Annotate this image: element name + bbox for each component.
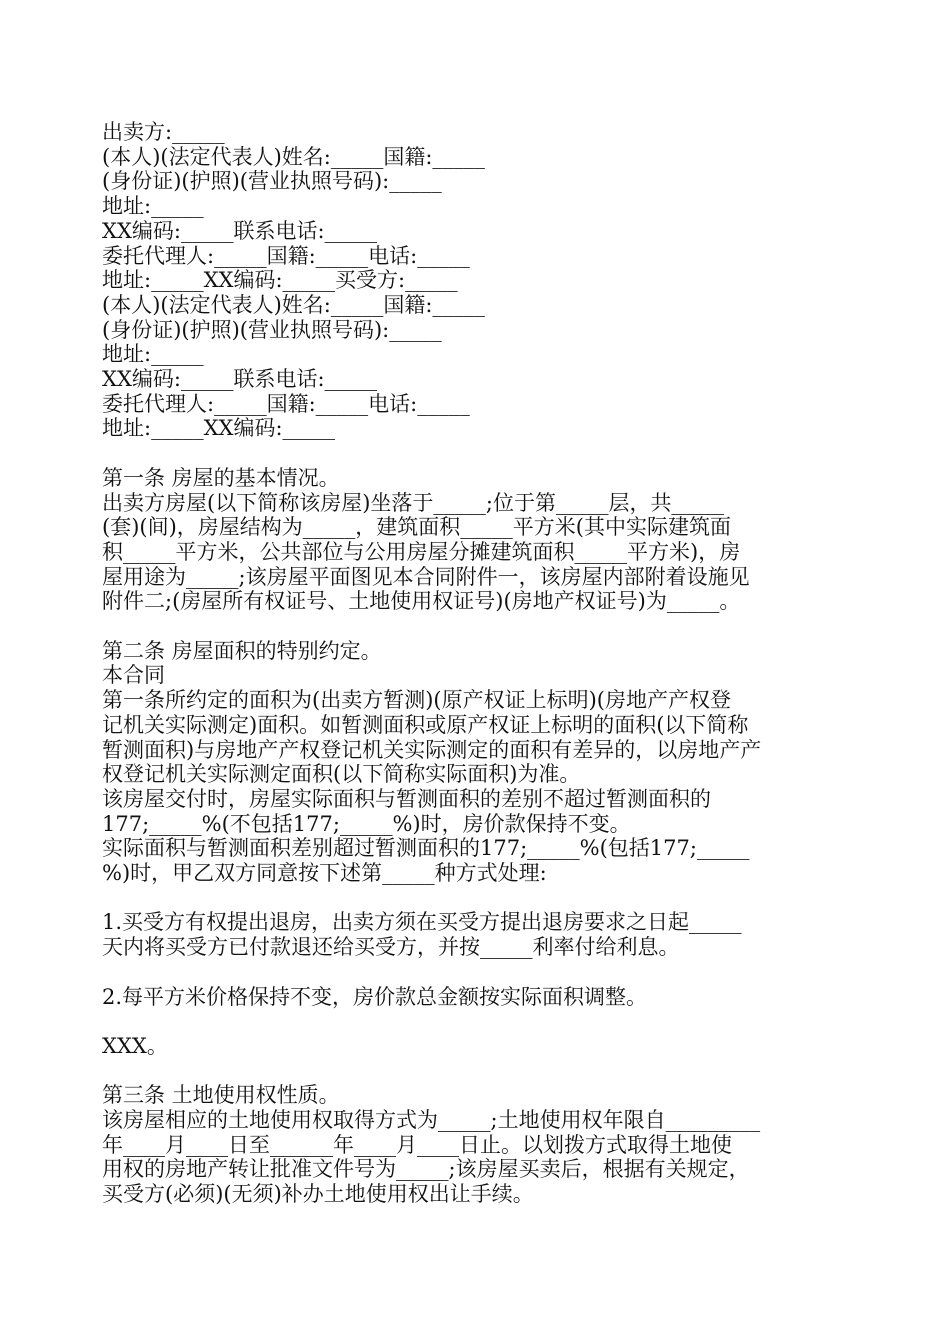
- article-2-option-1-line: 天内将买受方已付款退还给买受方，并按_____利率付给利息。: [102, 935, 680, 960]
- spacer: [102, 1059, 854, 1084]
- article-3-line: 买受方(必须)(无须)补办土地使用权出让手续。: [102, 1182, 534, 1207]
- seller-address-line: 地址:_____: [102, 194, 204, 219]
- spacer: [102, 1009, 854, 1034]
- article-3-line: 年____月____日至______年____月____日止。以划拨方式取得土地使: [102, 1132, 732, 1157]
- seller-label-line: 出卖方:_____: [102, 120, 225, 144]
- article-2-line: %)时，甲乙双方同意按下述第_____种方式处理:: [102, 861, 547, 886]
- buyer-id-line: (身份证)(护照)(营业执照号码):_____: [102, 317, 442, 342]
- seller-id-line: (身份证)(护照)(营业执照号码):_____: [102, 169, 442, 194]
- seller-agent-address-buyer-line: 地址:_____XX编码:_____买受方:_____: [102, 268, 458, 293]
- seller-agent-line: 委托代理人:_____国籍:_____电话:_____: [102, 243, 470, 268]
- article-2-line: 177;_____%(不包括177;_____%)时，房价款保持不变。: [102, 811, 631, 836]
- parties-section: [102, 120, 854, 441]
- article-2-line: 权登记机关实际测定面积(以下简称实际面积)为准。: [102, 762, 581, 787]
- article-2-line: 第一条所约定的面积为(出卖方暂测)(原产权证上标明)(房地产产权登: [102, 688, 731, 713]
- contract-page: [102, 120, 854, 1207]
- article-1-line: 屋用途为_____;该房屋平面图见本合同附件一，该房屋内部附着设施见: [102, 564, 750, 589]
- article-2-title: 第二条 房屋面积的特别约定。: [102, 638, 382, 663]
- article-2-line: 记机关实际测定)面积。如暂测面积或原产权证上标明的面积(以下简称: [102, 712, 749, 737]
- spacer: [102, 441, 854, 466]
- article-2-line: 该房屋交付时，房屋实际面积与暂测面积的差别不超过暂测面积的: [102, 786, 711, 811]
- spacer: [102, 886, 854, 911]
- article-2-note: XXX。: [102, 1033, 168, 1058]
- spacer: [102, 960, 854, 985]
- article-1-line: 出卖方房屋(以下简称该房屋)坐落于_____;位于第_____层，共_____: [102, 490, 724, 515]
- seller-postcode-phone-line: XX编码:_____联系电话:_____: [102, 218, 378, 243]
- article-3-section: [102, 1083, 854, 1207]
- article-2-line: 暂测面积)与房地产产权登记机关实际测定的面积有差异的，以房地产产: [102, 737, 762, 762]
- buyer-name-line: (本人)(法定代表人)姓名:_____国籍:_____: [102, 292, 485, 317]
- article-2-line: 实际面积与暂测面积差别超过暂测面积的177;_____%(包括177;_____: [102, 836, 750, 861]
- seller-name-line: (本人)(法定代表人)姓名:_____国籍:_____: [102, 144, 485, 169]
- buyer-postcode-phone-line: XX编码:_____联系电话:_____: [102, 367, 378, 392]
- spacer: [102, 614, 854, 639]
- article-3-line: 用权的房地产转让批准文件号为_____;该房屋买卖后，根据有关规定，: [102, 1157, 750, 1182]
- article-2-option-2-line: 2.每平方米价格保持不变，房价款总金额按实际面积调整。: [102, 984, 648, 1009]
- article-2-option-1-line: 1.买受方有权提出退房，出卖方须在买受方提出退房要求之日起_____: [102, 910, 742, 935]
- article-1-line: 积_____平方米，公共部位与公用房屋分摊建筑面积_____平方米)，房: [102, 539, 741, 564]
- buyer-agent-address-line: 地址:_____XX编码:_____: [102, 416, 336, 441]
- article-1-line: (套)(间)，房屋结构为_____，建筑面积_____平方米(其中实际建筑面: [102, 515, 731, 540]
- article-3-line: 该房屋相应的土地使用权取得方式为_____;土地使用权年限自_________: [102, 1108, 761, 1133]
- article-1-line: 附件二;(房屋所有权证号、土地使用权证号)(房地产权证号)为_____。: [102, 589, 741, 614]
- buyer-agent-line: 委托代理人:_____国籍:_____电话:_____: [102, 391, 470, 416]
- article-2-section: [102, 639, 854, 1059]
- article-1-section: [102, 466, 854, 614]
- article-3-title: 第三条 土地使用权性质。: [102, 1083, 340, 1108]
- buyer-address-line: 地址:_____: [102, 342, 204, 367]
- article-2-line: 本合同: [102, 663, 165, 688]
- article-1-title: 第一条 房屋的基本情况。: [102, 465, 340, 490]
